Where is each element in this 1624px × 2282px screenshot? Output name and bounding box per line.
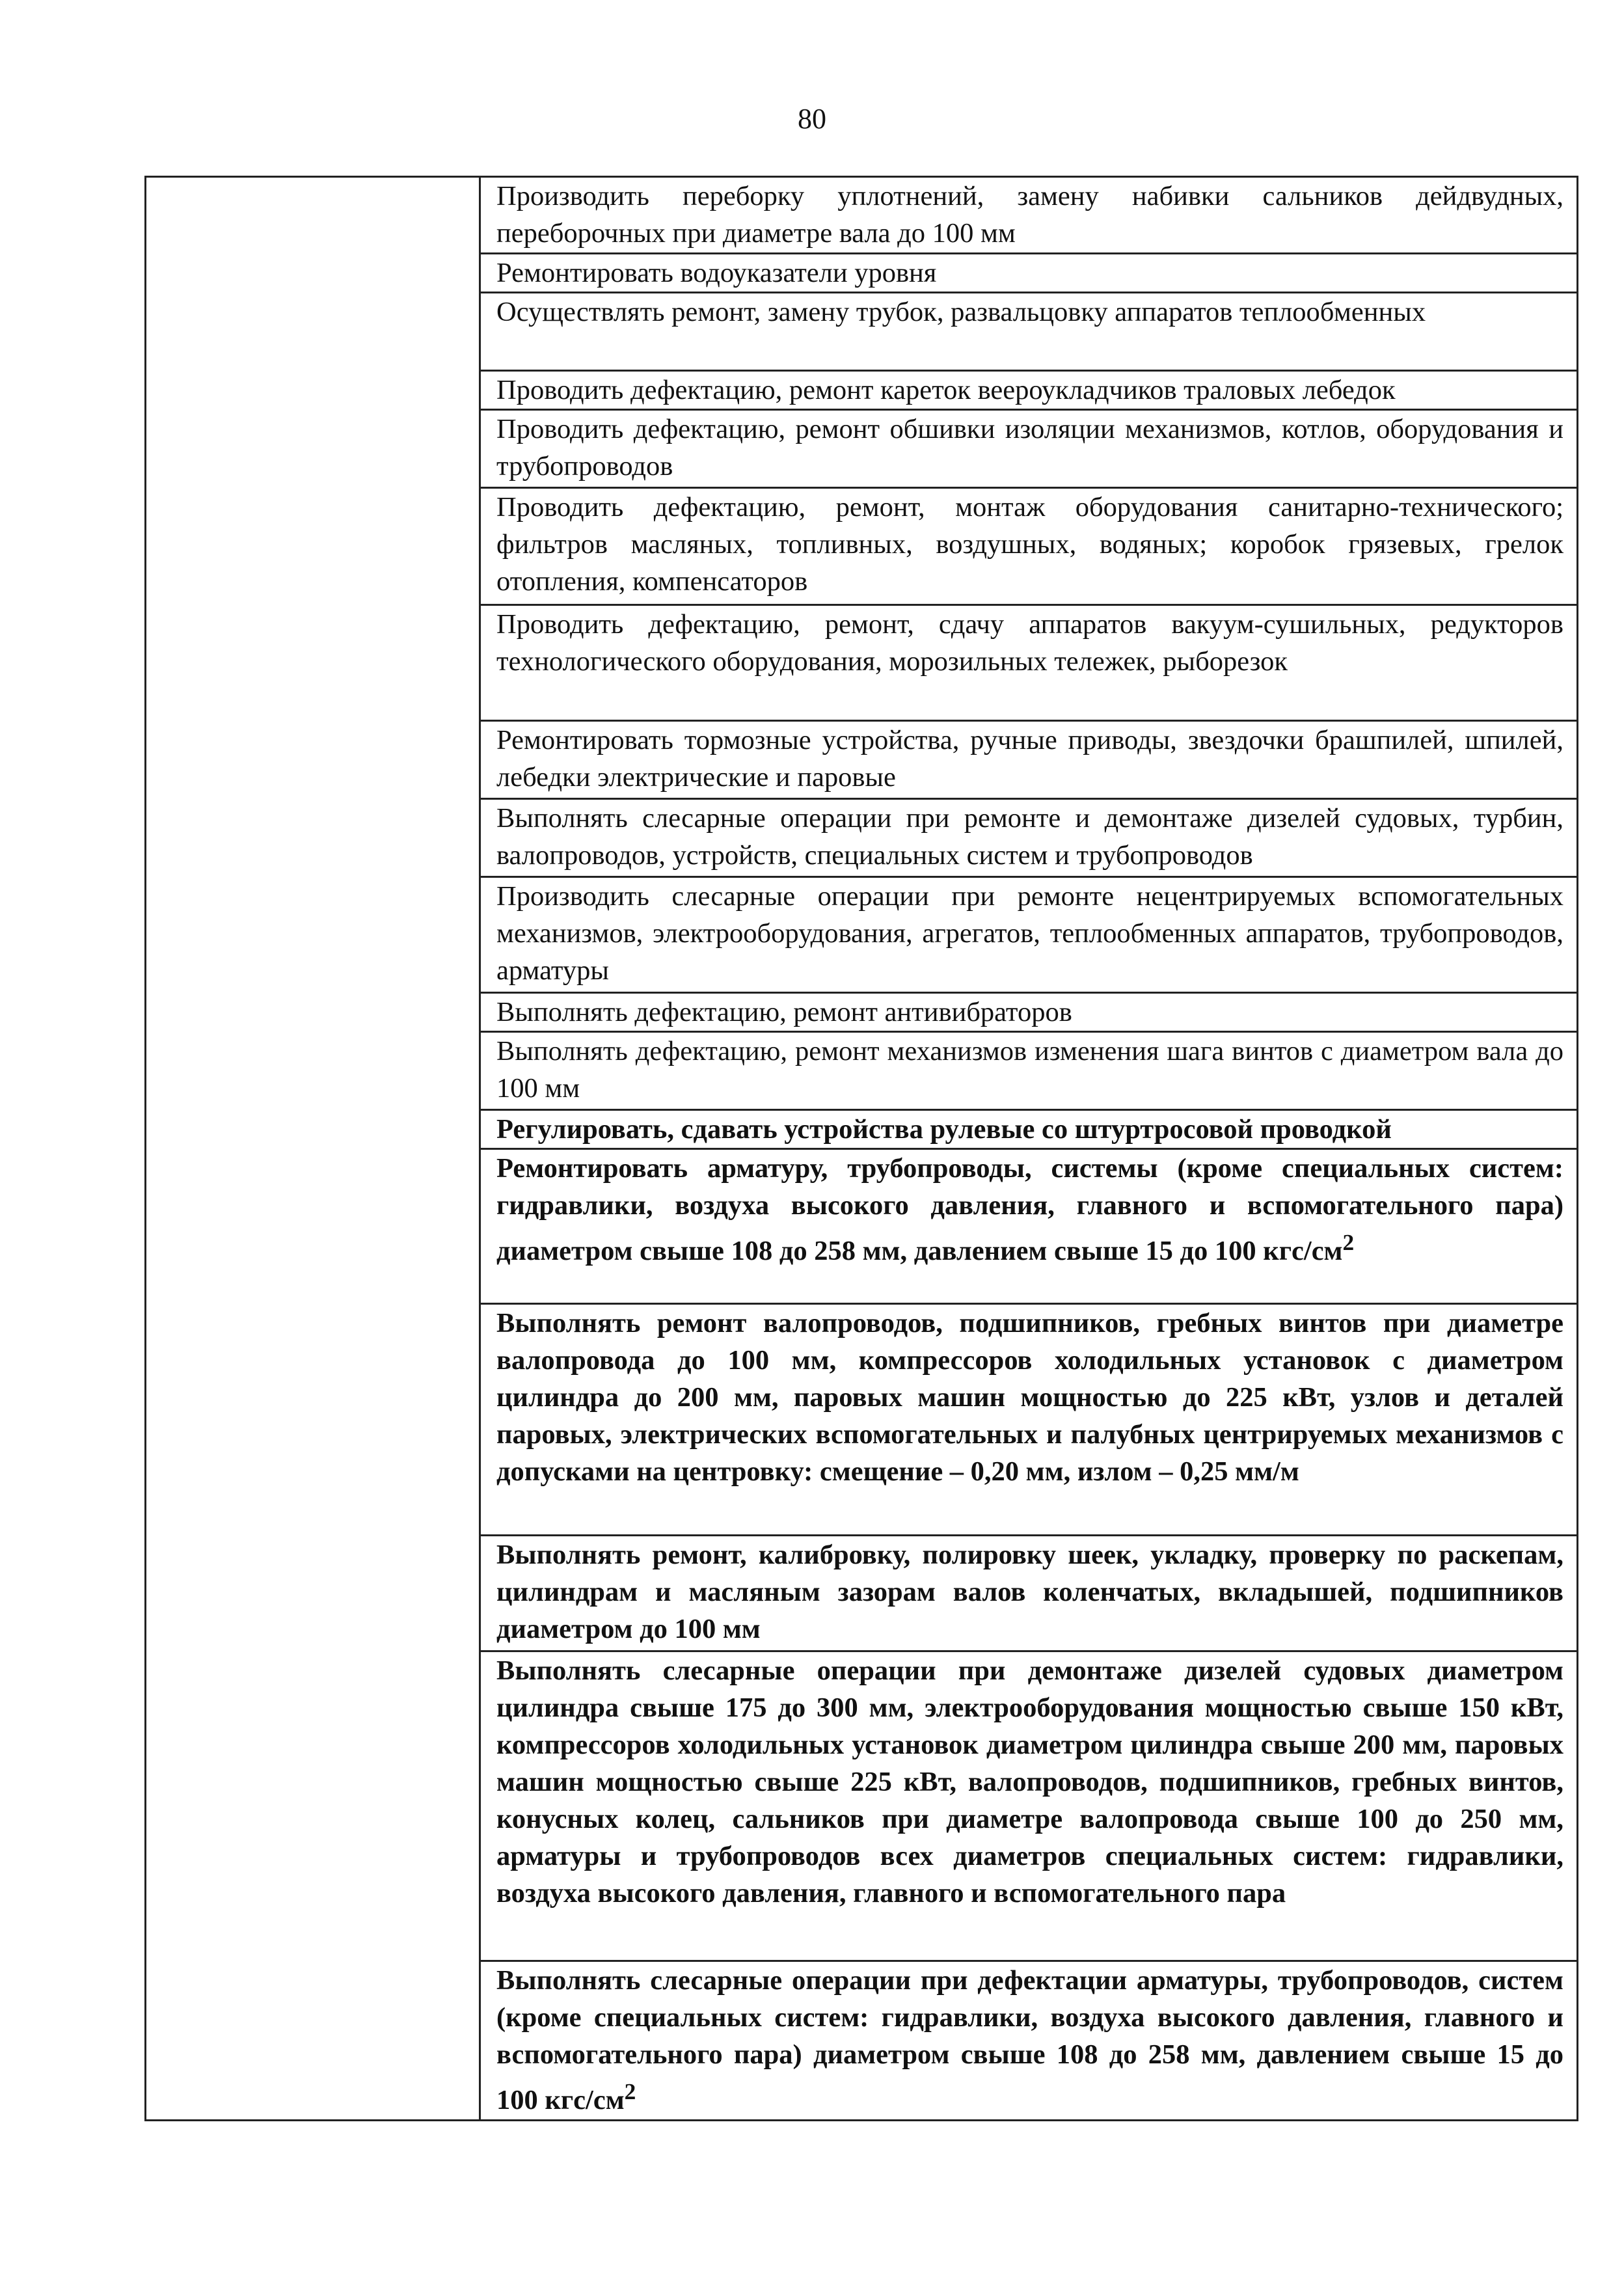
row-text: Ремонтировать тормозные устройства, ручные приводы, звездочки брашпилей, шпилей, лебедки электрические и паровые bbox=[496, 725, 1563, 793]
table-row bbox=[481, 800, 1577, 878]
row-text: Ремонтировать водоуказатели уровня bbox=[496, 258, 937, 288]
table-left-column bbox=[146, 178, 481, 2119]
table-row bbox=[481, 293, 1577, 372]
table-row bbox=[481, 1033, 1577, 1111]
row-text: Выполнять слесарные операции при дефектации арматуры, трубопроводов, систем (кроме специальных систем: гидравлики, воздуха высокого давления, главного и вспомогательного пара) диаметром свыше 108 до 258 мм, давлением свыше 15 до 100 кгс/см bbox=[496, 1965, 1563, 2116]
row-text: Проводить дефектацию, ремонт обшивки изоляции механизмов, котлов, оборудования и трубопроводов bbox=[496, 414, 1563, 482]
superscript: 2 bbox=[1342, 1229, 1355, 1255]
competency-table bbox=[144, 176, 1578, 2121]
row-text: Проводить дефектацию, ремонт кареток веероукладчиков траловых лебедок bbox=[496, 375, 1396, 405]
table-right-column bbox=[481, 178, 1577, 2119]
table-row bbox=[481, 1652, 1577, 1962]
table-row bbox=[481, 722, 1577, 800]
table-row bbox=[481, 254, 1577, 293]
page-number: 80 bbox=[798, 103, 826, 135]
row-text: Выполнять дефектацию, ремонт антивибраторов bbox=[496, 997, 1072, 1027]
row-text: Проводить дефектацию, ремонт, сдачу аппаратов вакуум-сушильных, редукторов технологического оборудования, морозильных тележек, рыборезок bbox=[496, 609, 1563, 677]
table-row bbox=[481, 1536, 1577, 1652]
row-text: Выполнять ремонт валопроводов, подшипников, гребных винтов при диаметре валопровода до 100 мм, компрессоров холодильных установок с диаметром цилиндра до 200 мм, паровых машин мощностью до 225 кВт, узлов и деталей паровых, электрических вспомогательных и палубных центрируемых механизмов с допусками на центровку: смещение – 0,20 мм, излом – 0,25 мм/м bbox=[496, 1308, 1563, 1487]
table-row bbox=[481, 178, 1577, 254]
superscript: 2 bbox=[624, 2078, 636, 2104]
table-row bbox=[481, 878, 1577, 994]
table-row bbox=[481, 1150, 1577, 1305]
table-row bbox=[481, 1111, 1577, 1150]
table-row bbox=[481, 372, 1577, 411]
row-text: Регулировать, сдавать устройства рулевые со штуртросовой проводкой bbox=[496, 1114, 1392, 1145]
row-text: Осуществлять ремонт, замену трубок, развальцовку аппаратов теплообменных bbox=[496, 297, 1426, 327]
table-row bbox=[481, 411, 1577, 489]
table-row bbox=[481, 489, 1577, 606]
row-text: Выполнять дефектацию, ремонт механизмов изменения шага винтов с диаметром вала до 100 мм bbox=[496, 1036, 1563, 1104]
row-text: Проводить дефектацию, ремонт, монтаж оборудования санитарно-технического; фильтров масляных, топливных, воздушных, водяных; коробок грязевых, грелок отопления, компенсаторов bbox=[496, 492, 1563, 597]
row-text: Выполнять ремонт, калибровку, полировку шеек, укладку, проверку по раскепам, цилиндрам и масляным зазорам валов коленчатых, вкладышей, подшипников диаметром до 100 мм bbox=[496, 1540, 1563, 1644]
row-text: Выполнять слесарные операции при демонтаже дизелей судовых диаметром цилиндра свыше 175 до 300 мм, электрооборудования мощностью свыше 150 кВт, компрессоров холодильных установок диаметром цилиндра свыше 200 мм, паровых машин мощностью свыше 225 кВт, валопроводов, подшипников, гребных винтов, конусных колец, сальников при диаметре валопровода свыше 100 до 250 мм, арматуры и трубопроводов всех диаметров специальных систем: гидравлики, воздуха высокого давления, главного и вспомогательного пара bbox=[496, 1655, 1563, 1908]
table-row bbox=[481, 994, 1577, 1033]
row-text: Выполнять слесарные операции при ремонте и демонтаже дизелей судовых, турбин, валопроводов, устройств, специальных систем и трубопроводов bbox=[496, 803, 1563, 871]
table-row bbox=[481, 1305, 1577, 1536]
table-row bbox=[481, 1962, 1577, 2119]
row-text: Производить переборку уплотнений, замену набивки сальников дейдвудных, переборочных при диаметре вала до 100 мм bbox=[496, 181, 1563, 249]
row-text: Ремонтировать арматуру, трубопроводы, системы (кроме специальных систем: гидравлики, воздуха высокого давления, главного и вспомогательного пара) диаметром свыше 108 до 258 мм, давлением свыше 15 до 100 кгс/см bbox=[496, 1153, 1563, 1267]
table-row bbox=[481, 606, 1577, 722]
row-text: Производить слесарные операции при ремонте нецентрируемых вспомогательных механизмов, электрооборудования, агрегатов, теплообменных аппаратов, трубопроводов, арматуры bbox=[496, 881, 1563, 986]
